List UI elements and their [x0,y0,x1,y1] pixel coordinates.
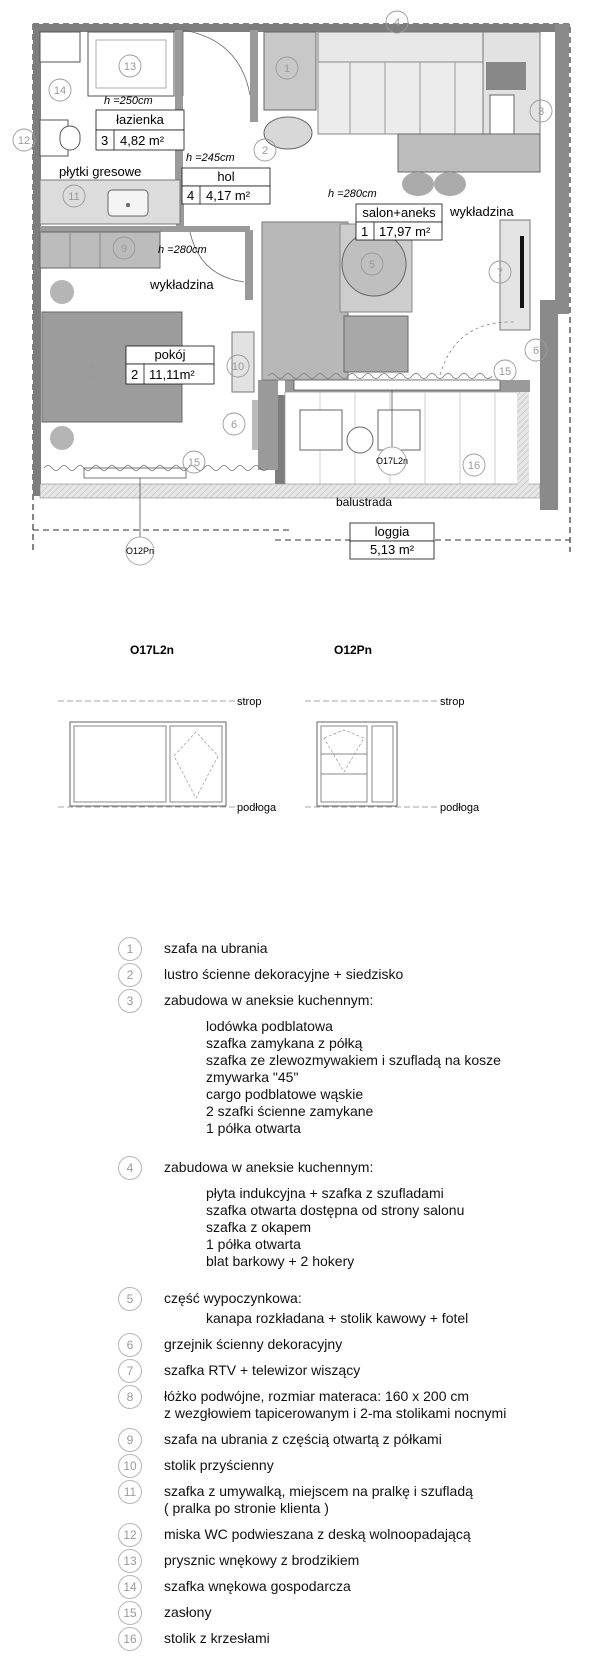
bathroom-area: 4,82 m² [120,133,165,148]
svg-text:7: 7 [496,267,504,279]
bathroom-name: łazienka [116,112,164,127]
legend-item [118,1457,588,1474]
window-tag-bedroom: O12Pn [125,546,155,556]
legend-text: zabudowa w aneksie kuchennym: [164,992,374,1008]
legend-text: lustro ścienne dekoracyjne + siedzisko [164,966,404,982]
elevation-bottom-label-1: podłoga [237,802,277,814]
svg-text:16: 16 [467,460,481,472]
legend-subitem: szafka ze zlewozmywakiem i szufladą na kosze [206,1052,501,1068]
svg-text:14: 14 [53,85,67,97]
armchair [344,316,408,372]
bar-counter [398,134,540,172]
svg-text:1: 1 [283,63,291,75]
legend-number: 4 [118,1156,142,1180]
chair [300,410,342,450]
svg-text:3: 3 [537,106,545,118]
balustrade [40,484,540,498]
window-o12pn [317,722,397,806]
legend-text: zasłony [164,1604,212,1620]
legend-number: 10 [118,1454,142,1478]
legend-item [118,1526,588,1543]
legend-item [118,1630,588,1647]
bar-stool [434,172,466,196]
hall-height: h =245cm [186,152,235,164]
legend-subitem: szafka zamykana z półką [206,1035,363,1051]
legend-item [118,966,588,983]
legend-text: szafa na ubrania z częścią otwartą z półkami [164,1431,442,1447]
chair [378,410,420,450]
window-o17l2n [70,722,226,806]
kitchen-counter [318,32,483,62]
legend-text: grzejnik ścienny dekoracyjny [164,1336,343,1352]
living-height: h =280cm [328,188,377,200]
living-number: 1 [361,224,369,239]
tv-cabinet [500,220,530,330]
window-elevations [0,643,600,860]
legend-item [118,1552,588,1569]
svg-text:13: 13 [123,61,137,73]
legend-number: 16 [118,1627,142,1651]
floor-label-bathroom: płytki gresowe [59,164,142,179]
legend-number: 1 [118,937,142,961]
nightstand [50,426,74,450]
svg-text:4: 4 [393,17,401,29]
elevation-top-label-1: strop [237,696,262,708]
elevation-title-1: O17L2n [130,643,175,657]
legend-subitem: cargo podblatowe wąskie [206,1086,364,1102]
legend-number: 13 [118,1549,142,1573]
window-tag-loggia: O17L2n [375,456,409,466]
legend-subitem: płyta indukcyjna + szafka z szufladami [206,1185,444,1201]
hall-number: 4 [187,188,195,203]
legend-number: 11 [118,1480,142,1504]
legend-subitem: szafka otwarta dostępna od strony salonu [206,1202,465,1218]
legend-item [118,1483,588,1517]
hall-name: hol [217,169,235,184]
loggia-name: loggia [374,524,410,539]
legend-number: 7 [118,1359,142,1383]
small-table [347,427,373,453]
legend-item [118,1578,588,1595]
svg-text:15: 15 [498,366,512,378]
radiator [252,400,258,450]
legend-item [118,1604,588,1621]
legend-continuation: ( pralka po stronie klienta ) [164,1500,329,1516]
legend-subitem: lodówka podblatowa [206,1018,333,1034]
svg-text:2: 2 [261,145,269,157]
elevation-bottom-label-2: podłoga [440,802,480,814]
svg-text:9: 9 [120,243,128,255]
legend-text: szafka RTV + telewizor wiszący [164,1362,361,1378]
legend-item [118,1290,588,1327]
legend-text: prysznic wnękowy z brodzikiem [164,1552,360,1568]
legend-number: 8 [118,1385,142,1409]
legend-text: szafka z umywalką, miejscem na pralkę i szufladą [164,1483,473,1499]
legend-item [118,1388,588,1422]
legend-subitem: kanapa rozkładana + stolik kawowy + fotel [206,1310,469,1326]
floor-label-living: wykładzina [450,204,514,219]
nightstand [50,280,74,304]
legend-subitem: szafka z okapem [206,1219,312,1235]
svg-text:11: 11 [68,191,80,203]
legend-subitem: 1 półka otwarta [206,1120,301,1136]
svg-text:8: 8 [88,361,96,373]
svg-text:10: 10 [231,361,245,373]
legend [118,940,588,1656]
bedroom-height: h =280cm [158,244,207,256]
legend-subitem: blat barkowy + 2 hokery [206,1253,355,1269]
legend-text: stolik z krzesłami [164,1630,270,1646]
mirror-2 [264,117,312,149]
bedroom-area: 11,11m² [149,367,195,382]
svg-text:5: 5 [368,259,376,271]
legend-number: 15 [118,1601,142,1625]
legend-continuation: z wezgłowiem tapicerowanym i 2-ma stolikami nocnymi [164,1405,507,1421]
legend-item [118,1362,588,1379]
bathroom-cabinet [40,32,80,62]
legend-subitem: 2 szafki ścienne zamykane [206,1103,374,1119]
sofa [262,222,348,380]
balustrade-label: balustrada [336,495,393,509]
svg-text:12: 12 [17,135,31,147]
svg-text:6: 6 [230,419,238,431]
legend-text: miska WC podwieszana z deską wolnoopadającą [164,1526,471,1542]
legend-item [118,940,588,957]
legend-item [118,1431,588,1448]
legend-number: 6 [118,1333,142,1357]
legend-item [118,1336,588,1353]
bathroom-height: h =250cm [104,95,153,107]
legend-subitem: zmywarka "45" [206,1069,299,1085]
bedroom-number: 2 [131,367,139,382]
legend-number: 5 [118,1287,142,1311]
legend-text: zabudowa w aneksie kuchennym: [164,1159,374,1175]
hall-area: 4,17 m² [206,188,251,203]
legend-text: część wypoczynkowa: [164,1290,302,1306]
living-area: 17,97 m² [379,224,431,239]
legend-text: szafka wnękowa gospodarcza [164,1578,351,1594]
legend-item [118,992,588,1137]
elevation-top-label-2: strop [440,696,465,708]
loggia-area: 5,13 m² [369,542,415,557]
floor-plan [0,0,600,640]
legend-number: 14 [118,1575,142,1599]
legend-number: 3 [118,989,142,1013]
elevation-title-2: O12Pn [333,643,373,657]
legend-item [118,1159,588,1270]
svg-text:15: 15 [187,457,201,469]
bar-stool [402,172,434,196]
legend-number: 9 [118,1428,142,1452]
legend-text: łóżko podwójne, rozmiar materaca: 160 x 200 cm [164,1388,470,1404]
legend-subitem: 1 półka otwarta [206,1236,301,1252]
living-name: salon+aneks [362,205,436,220]
legend-text: stolik przyścienny [164,1457,274,1473]
bedroom-name: pokój [154,347,186,362]
bathroom-number: 3 [101,133,109,148]
legend-number: 12 [118,1523,142,1547]
legend-text: szafa na ubrania [164,940,268,956]
svg-text:6: 6 [532,345,540,357]
floor-label-bedroom: wykładzina [150,277,214,292]
legend-number: 2 [118,963,142,987]
